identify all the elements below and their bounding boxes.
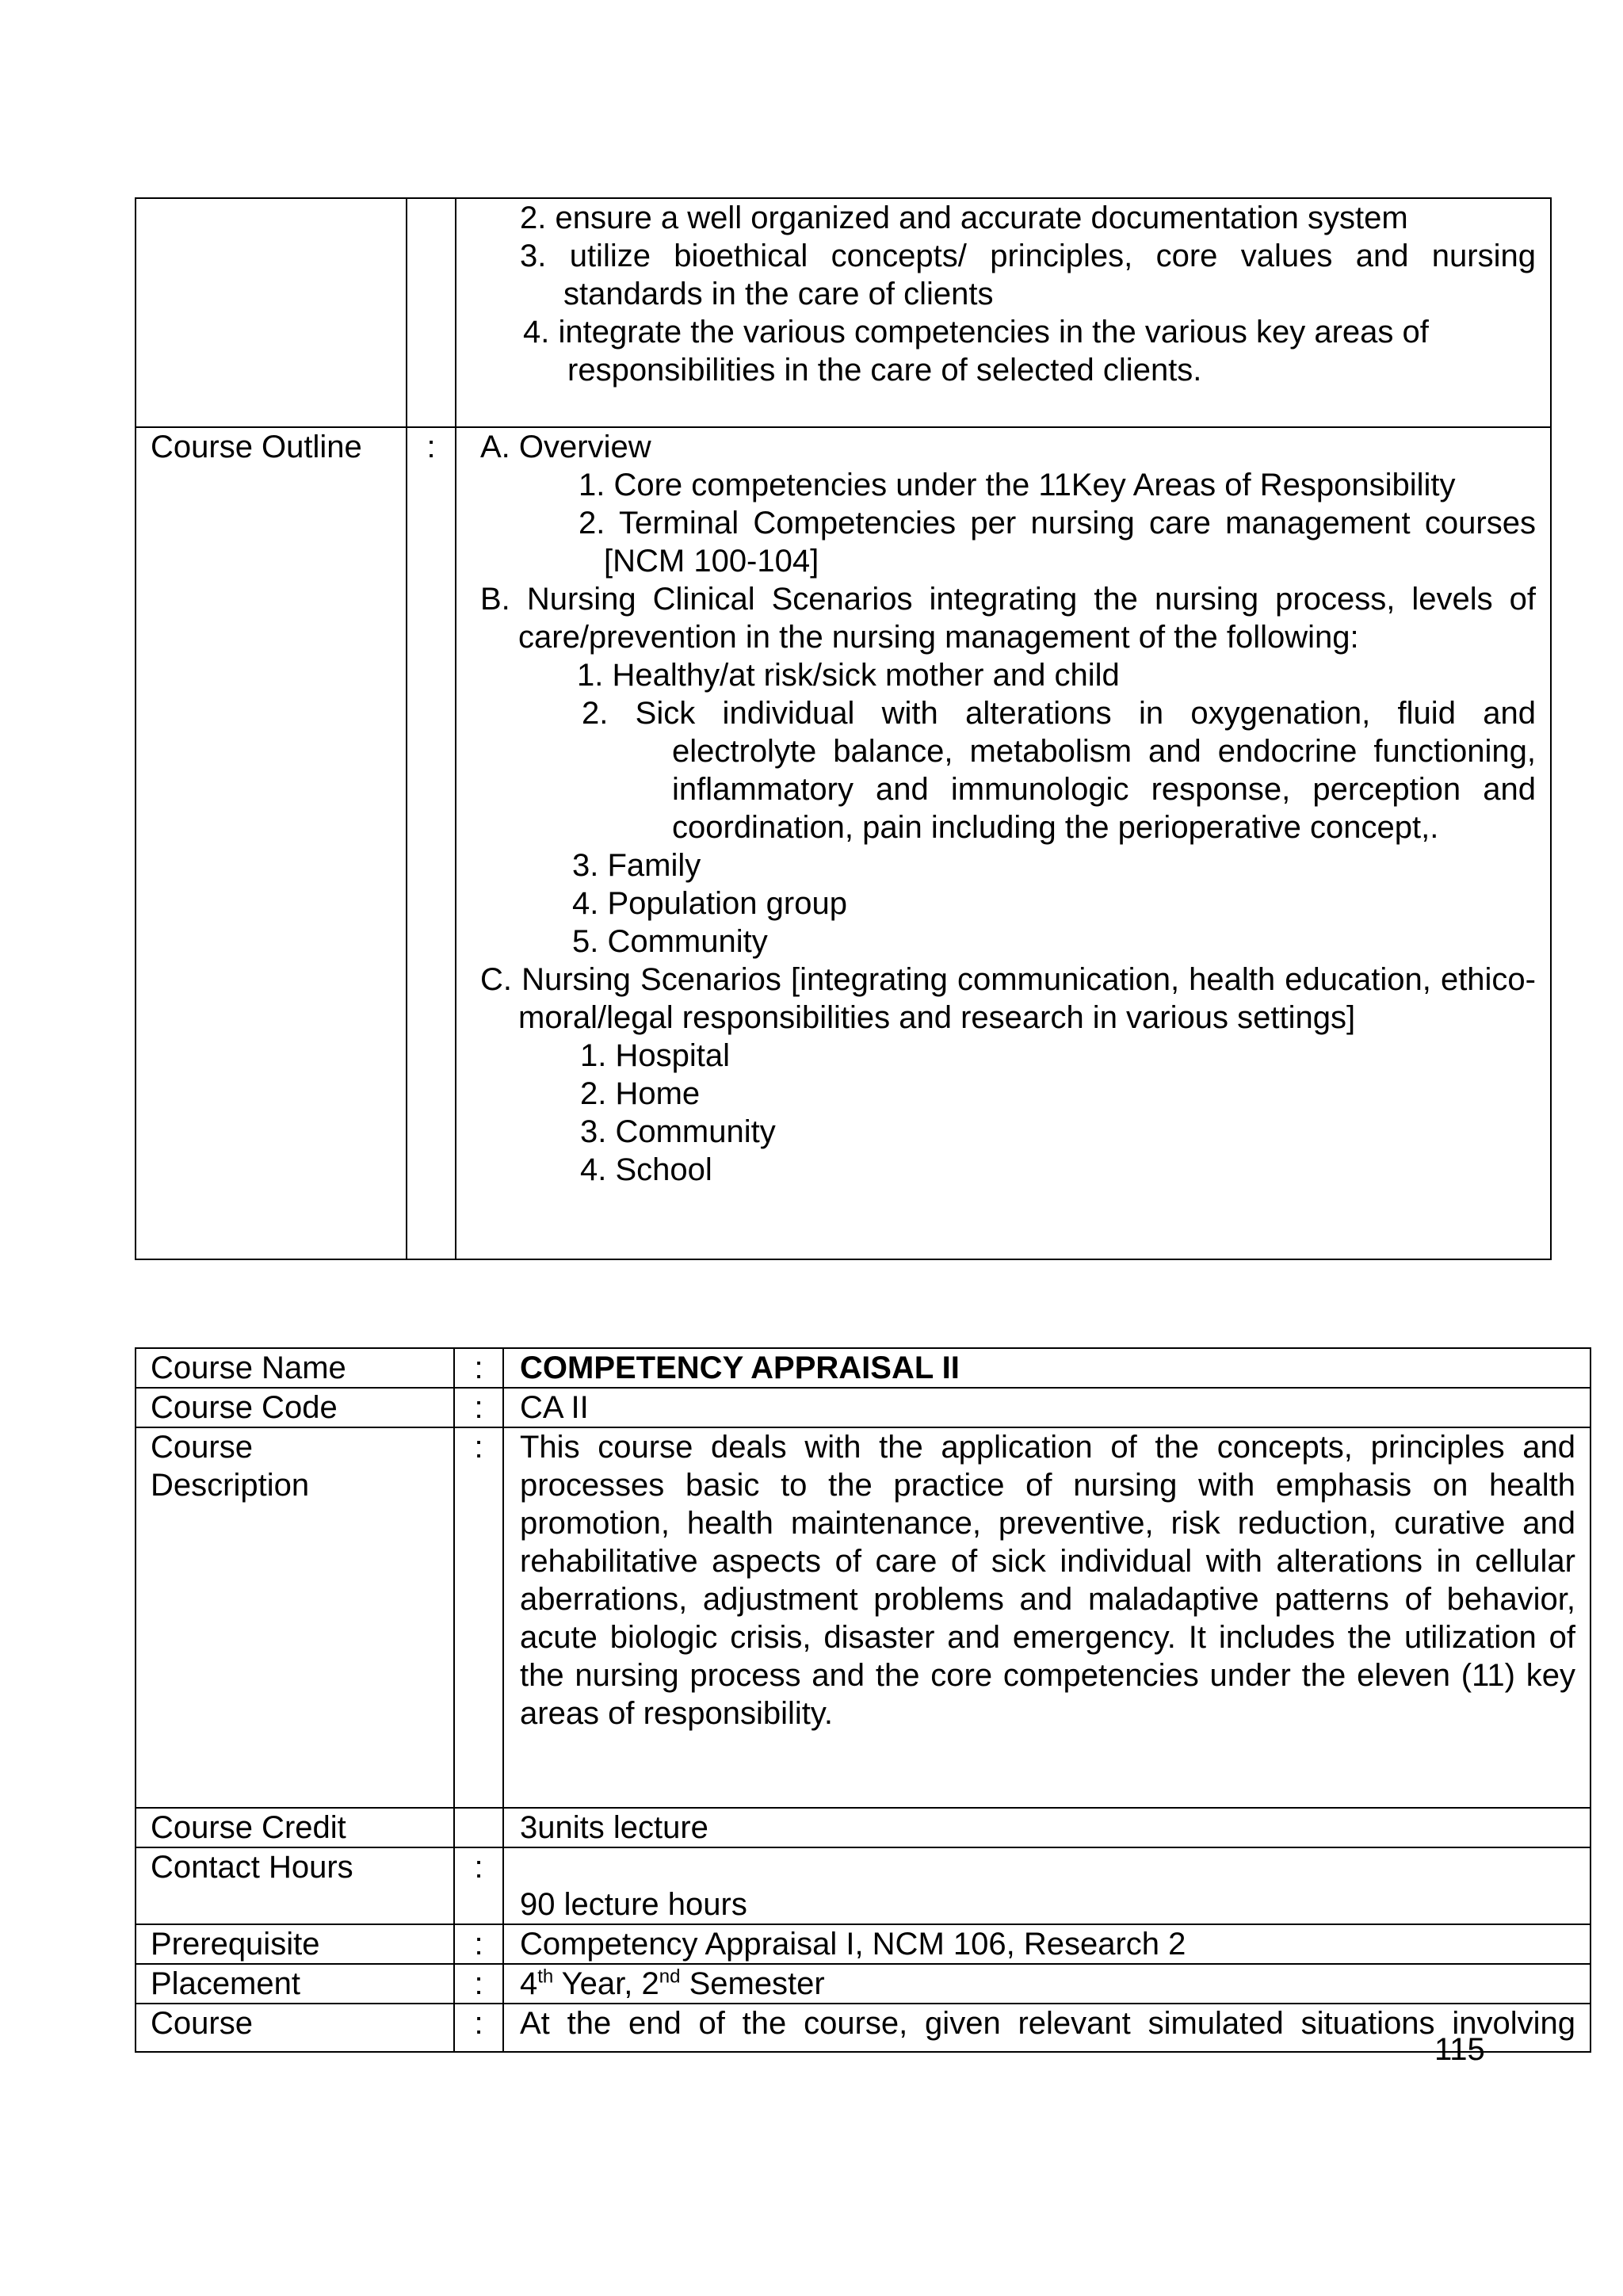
contact-hours-cell [503, 1847, 1591, 1924]
objective-item: 2. ensure a well organized and accurate documentation system [520, 201, 1408, 235]
colon: : [454, 2004, 503, 2052]
course-description-label: Course Description [136, 1427, 454, 1808]
course-description-value: This course deals with the application of the concepts, principles and processes basic to the practice of nursing with emphasis on health promotion, health maintenance, preventive, risk reduction, curative and rehabilitative aspects of care of sick individual with alterations in cellular aberrations, adjustment problems and maladaptive patterns of behavior, acute biologic crisis, disaster and emergency. It includes the utilization of the nursing process and the core competencies under the eleven (11) key areas of responsibility. [503, 1427, 1591, 1808]
colon: : [454, 1847, 503, 1924]
outline-item: 4. Population group [572, 886, 847, 921]
course-name-value: COMPETENCY APPRAISAL II [520, 1350, 960, 1385]
objective-item: 3. utilize bioethical concepts/ principles, core values and nursing standards in the care of clients [520, 239, 1536, 311]
empty-colon-cell [454, 1808, 503, 1847]
empty-colon-cell [407, 198, 456, 427]
objective-item: 4. integrate the various competencies in the various key areas of responsibilities in the care of selected clients. [523, 315, 1429, 388]
placement-label: Placement [136, 1964, 454, 2004]
colon: : [454, 1924, 503, 1964]
course-code-label: Course Code [136, 1388, 454, 1427]
colon: : [454, 1964, 503, 2004]
course-outline-label: Course Outline [136, 427, 407, 1259]
outline-item: 1. Core competencies under the 11Key Areas of Responsibility [579, 468, 1456, 502]
outline-heading-c: C. Nursing Scenarios [integrating communication, health education, ethico-moral/legal responsibilities and research in various settings] [480, 962, 1536, 1035]
placement-semester-suffix: nd [659, 1966, 681, 1988]
course-code-value: CA II [503, 1388, 1591, 1427]
placement-year-number: 4 [520, 1966, 538, 2001]
prerequisite-label: Prerequisite [136, 1924, 454, 1964]
placement-semester-text: Semester [680, 1966, 825, 2001]
outline-item: 2. Sick individual with alterations in oxygenation, fluid and electrolyte balance, metabolism and endocrine functioning, inflammatory and immunologic response, perception and coordination, pain including the perioperative concept,. [582, 696, 1536, 845]
objectives-continued-cell [456, 198, 1551, 427]
outline-item: 5. Community [572, 924, 768, 959]
placement-year-suffix: th [537, 1966, 554, 1988]
outline-item: 3. Community [580, 1114, 776, 1149]
empty-label-cell [136, 198, 407, 427]
course-details-table [135, 1347, 1591, 2053]
outline-item: 3. Family [572, 848, 701, 883]
placement-year-text: Year, 2 [553, 1966, 659, 2001]
outline-item: 4. School [580, 1152, 712, 1187]
course-outline-content [456, 427, 1551, 1259]
colon: : [454, 1388, 503, 1427]
placement-value [503, 1964, 1591, 2004]
course-name-cell [503, 1348, 1591, 1388]
contact-hours-label: Contact Hours [136, 1847, 454, 1924]
course-name-label: Course Name [136, 1348, 454, 1388]
course-credit-label: Course Credit [136, 1808, 454, 1847]
colon: : [454, 1348, 503, 1388]
prerequisite-value: Competency Appraisal I, NCM 106, Research 2 [503, 1924, 1591, 1964]
course-objectives-value: At the end of the course, given relevant simulated situations involving [503, 2004, 1591, 2052]
page-number: 115 [1434, 2032, 1485, 2067]
outline-item: 2. Terminal Competencies per nursing care management courses [NCM 100-104] [579, 506, 1536, 579]
course-objectives-label: Course [136, 2004, 454, 2052]
outline-heading-b: B. Nursing Clinical Scenarios integrating the nursing process, levels of care/prevention in the nursing management of the following: [480, 582, 1536, 655]
outline-item: 1. Hospital [580, 1038, 730, 1073]
outline-heading-a: A. Overview [480, 430, 651, 464]
colon: : [454, 1427, 503, 1808]
contact-hours-value: 90 lecture hours [520, 1887, 747, 1922]
course-outline-table [135, 197, 1552, 1260]
colon: : [407, 427, 456, 1259]
outline-item: 2. Home [580, 1076, 701, 1111]
outline-item: 1. Healthy/at risk/sick mother and child [577, 658, 1120, 693]
course-credit-value: 3units lecture [503, 1808, 1591, 1847]
